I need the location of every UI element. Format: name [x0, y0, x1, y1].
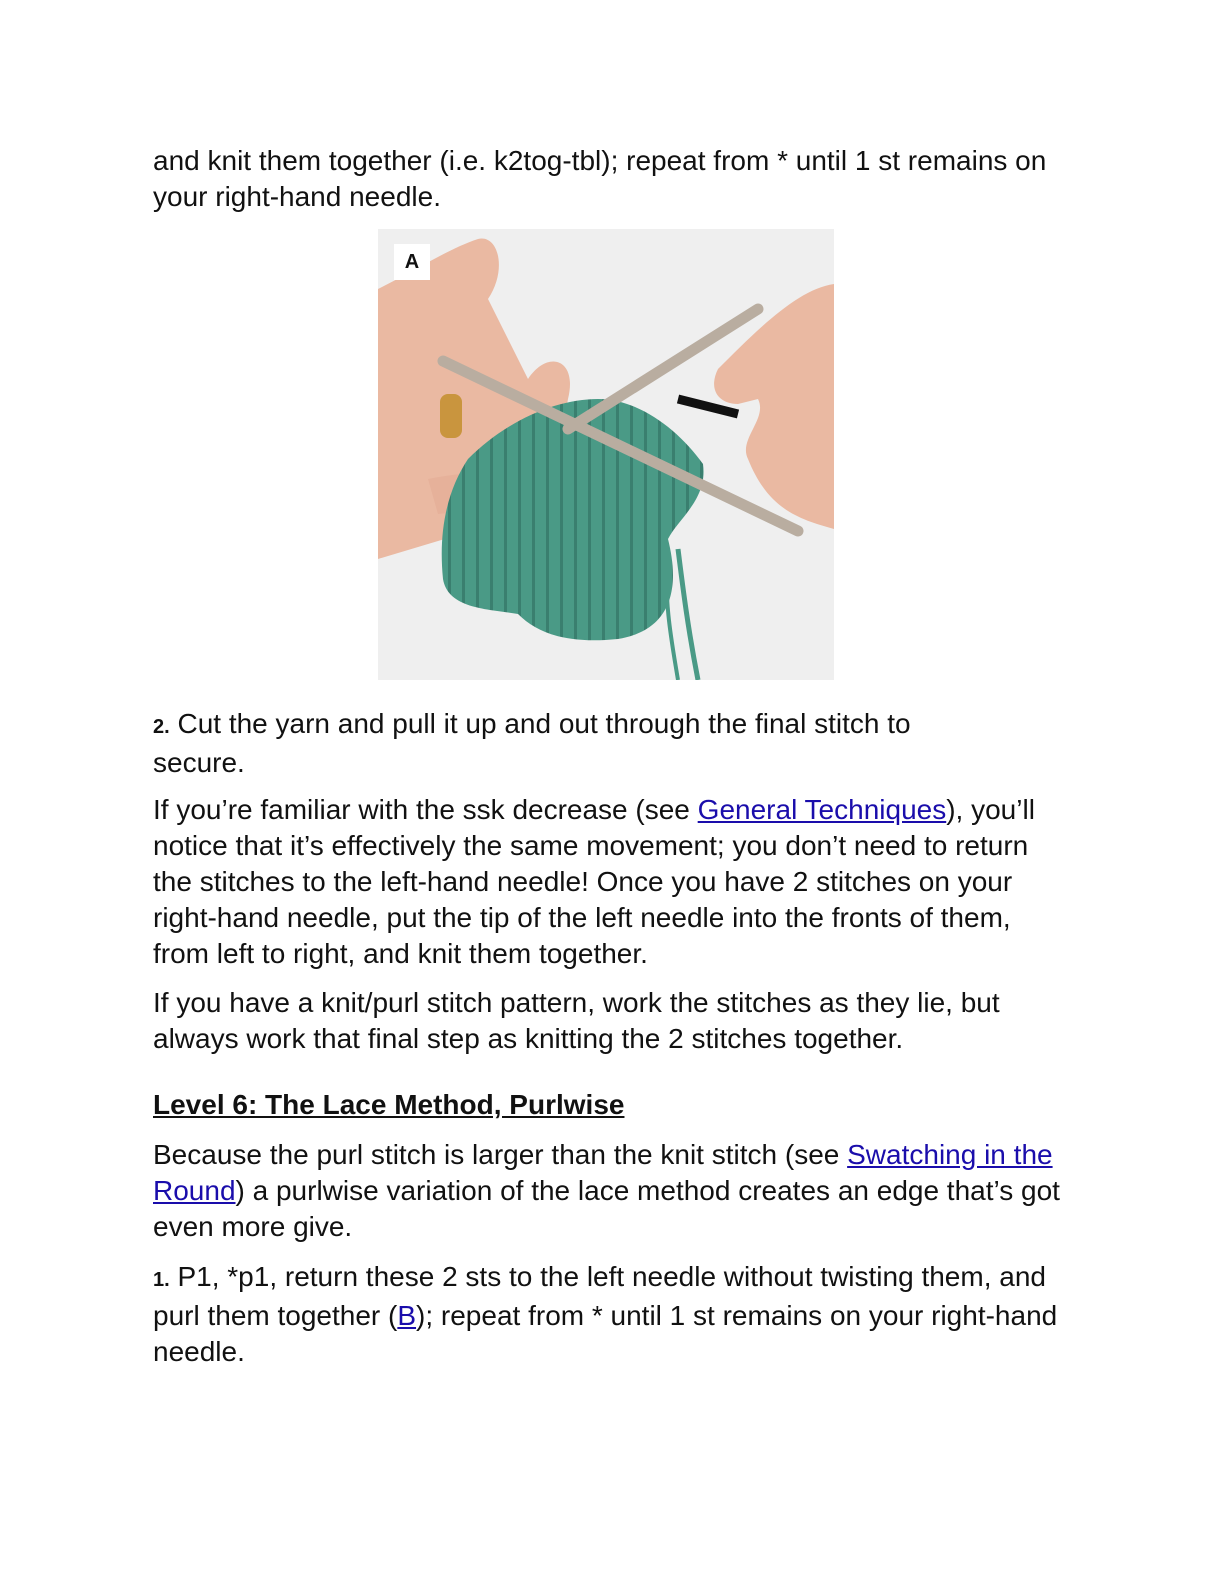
paragraph-ssk-before: If you’re familiar with the ssk decrease (see [153, 794, 698, 825]
step-1-number: 1. [153, 1269, 170, 1291]
swatching-in-the-round-link[interactable]: Swatching in the Round [153, 1139, 1053, 1206]
paragraph-k2tog: and knit them together (i.e. k2tog-tbl); repeat from * until 1 st remains on your right-hand needle. [153, 145, 1047, 212]
heading-level-6: Level 6: The Lace Method, Purlwise [153, 1089, 625, 1120]
figure-b-link[interactable]: B [397, 1300, 417, 1331]
general-techniques-link[interactable]: General Techniques [697, 794, 947, 825]
step-2-number: 2. [153, 716, 170, 738]
paragraph-ssk-after: ), you’ll notice that it’s effectively the same movement; you don’t need to return the stitches to the left-hand needle! Once you have 2 stitches on your right-hand needle, put the tip of the left needle into the fronts of them, from left to right, and knit them together. [153, 794, 1035, 969]
step-2-text: Cut the yarn and pull it up and out through the final stitch to secure. [153, 708, 911, 778]
knitting-illustration [378, 229, 834, 680]
ring [440, 394, 462, 438]
step-1 [153, 1259, 1063, 1370]
paragraph-purl-before: Because the purl stitch is larger than the knit stitch (see [153, 1139, 848, 1170]
paragraph-purl-after: ) a purlwise variation of the lace method creates an edge that’s got even more give. [153, 1175, 1060, 1242]
figure-a-photo [378, 229, 834, 680]
figure-label: A [394, 244, 430, 280]
step-1-text-before: P1, *p1, return these 2 sts to the left needle without twisting them, and purl them together ( [153, 1261, 1046, 1331]
step-1-text-after: ); repeat from * until 1 st remains on your right-hand needle. [153, 1300, 1058, 1367]
paragraph-purl [153, 1137, 1063, 1245]
paragraph-knit-purl: If you have a knit/purl stitch pattern, work the stitches as they lie, but always work that final step as knitting the 2 stitches together. [153, 987, 1000, 1054]
paragraph-ssk [153, 792, 1048, 972]
step-2 [153, 706, 983, 781]
